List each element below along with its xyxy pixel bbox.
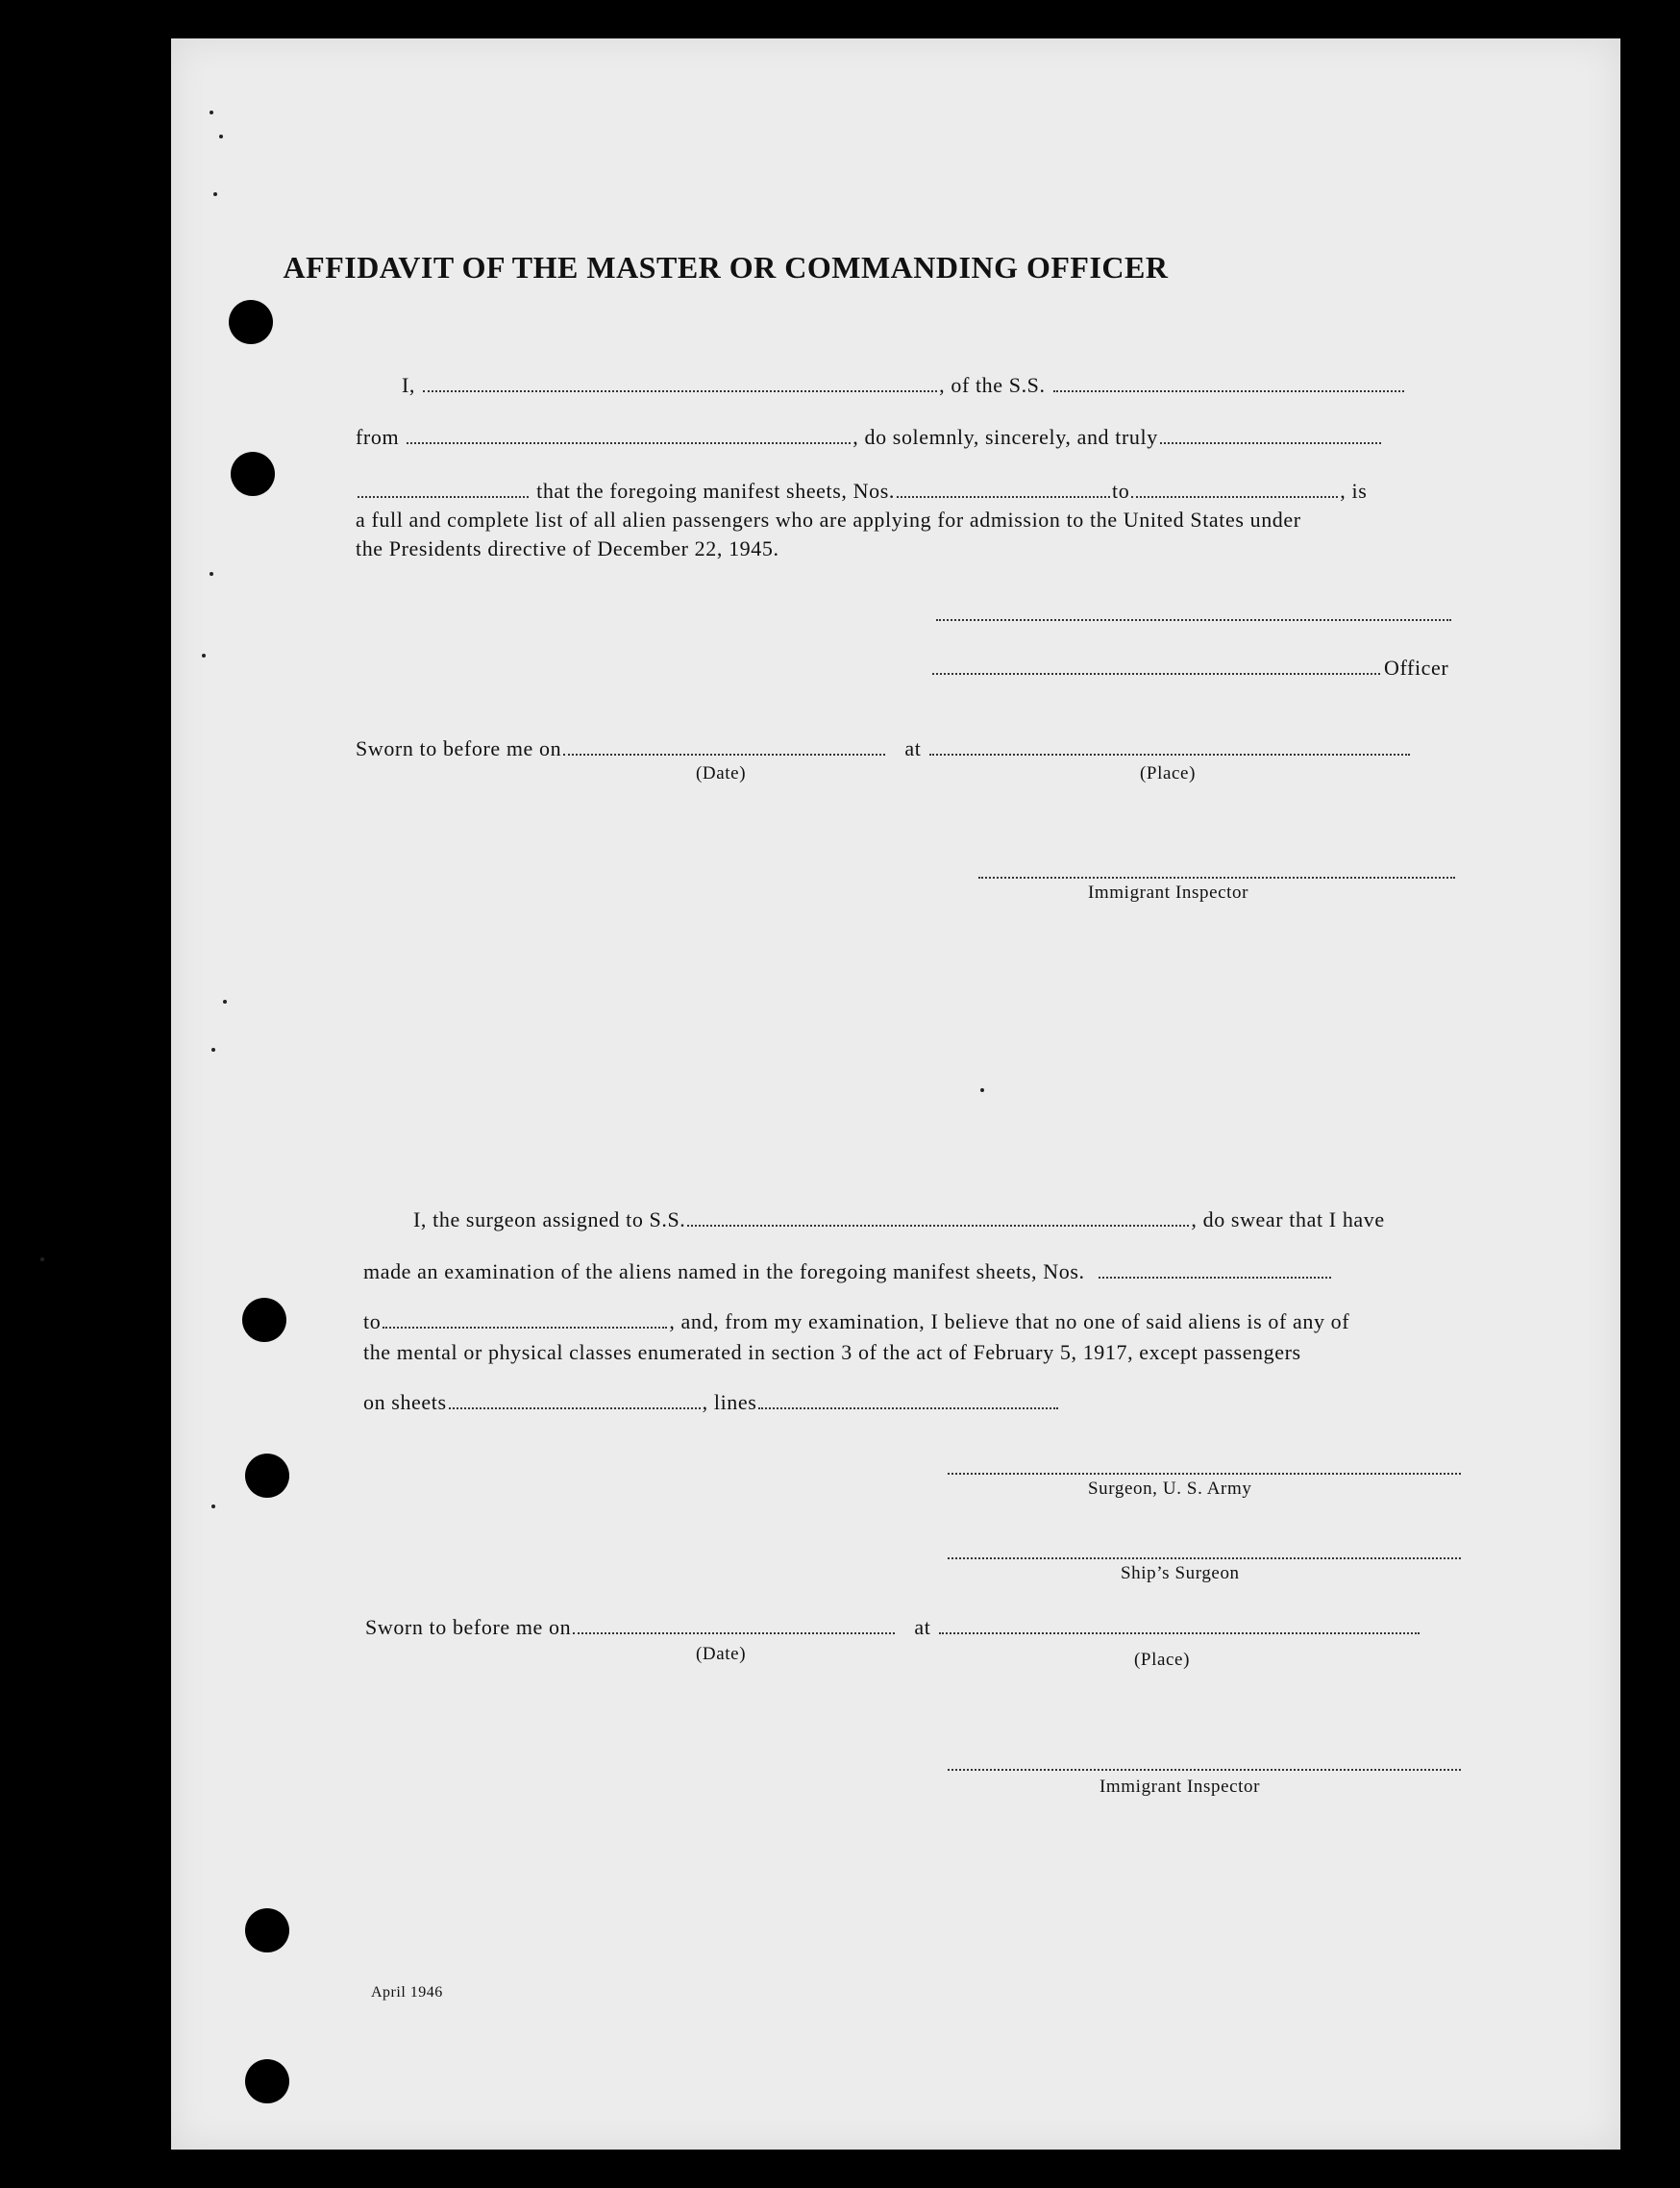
name-field[interactable] [423, 390, 937, 392]
sheets-to-field[interactable] [1131, 496, 1338, 498]
surgeon-sworn-line: Sworn to before me on at [365, 1615, 1421, 1640]
master-place-caption: (Place) [1140, 763, 1196, 783]
surgeon-inspector-signature-line[interactable] [948, 1769, 1461, 1771]
ship-surgeon-caption: Ship’s Surgeon [1121, 1563, 1240, 1583]
army-surgeon-caption: Surgeon, U. S. Army [1088, 1479, 1252, 1499]
ship-name-field[interactable] [1053, 390, 1404, 392]
master-line-5: the Presidents directive of December 22, 1945. [356, 536, 779, 560]
surgeon-line-1: I, the surgeon assigned to S.S. , do swear that I have [413, 1207, 1385, 1231]
officer-signature-line-1[interactable] [936, 619, 1451, 621]
master-sworn-place-field[interactable] [929, 754, 1410, 756]
surgeon-line-4: the mental or physical classes enumerated in section 3 of the act of February 5, 1917, except passengers [363, 1340, 1301, 1364]
exception-lines-field[interactable] [758, 1407, 1058, 1409]
ship-surgeon-signature-line[interactable] [948, 1557, 1461, 1559]
master-inspector-signature-line[interactable] [978, 877, 1455, 879]
surgeon-line-3: to , and, from my examination, I believe that no one of said aliens is of any of [363, 1309, 1350, 1333]
form-date: April 1946 [371, 1984, 443, 2001]
surgeon-date-caption: (Date) [696, 1644, 747, 1664]
exception-sheets-field[interactable] [449, 1407, 701, 1409]
surgeon-sworn-date-field[interactable] [573, 1632, 895, 1634]
officer-signature-line-2[interactable] [932, 673, 1380, 675]
surgeon-sheets-to-field[interactable] [383, 1327, 667, 1329]
master-line-2: from , do solemnly, sincerely, and truly [356, 425, 1383, 450]
master-line-4: a full and complete list of all alien passengers who are applying for admission to the United States under [356, 508, 1301, 532]
surgeon-ship-field[interactable] [687, 1225, 1189, 1227]
binder-hole [245, 1908, 289, 1952]
form-title: AFFIDAVIT OF THE MASTER OR COMMANDING OFFICER [283, 250, 1169, 285]
army-surgeon-signature-line[interactable] [948, 1473, 1461, 1475]
master-inspector-caption: Immigrant Inspector [1088, 883, 1249, 903]
master-sworn-date-field[interactable] [563, 754, 885, 756]
binder-hole [229, 300, 273, 344]
binder-hole [245, 2059, 289, 2103]
surgeon-place-caption: (Place) [1134, 1650, 1190, 1670]
surgeon-sheets-from-field[interactable] [1099, 1277, 1331, 1279]
master-line-1: I, , of the S.S. [402, 373, 1406, 398]
surgeon-inspector-caption: Immigrant Inspector [1099, 1777, 1261, 1797]
officer-label: Officer [1384, 656, 1449, 680]
surgeon-line-2: made an examination of the aliens named in the foregoing manifest sheets, Nos. [363, 1259, 1333, 1284]
binder-hole [242, 1298, 286, 1342]
oath-verb-field[interactable] [1160, 442, 1381, 444]
master-sworn-line: Sworn to before me on at [356, 736, 1412, 761]
master-line-3: that the foregoing manifest sheets, Nos. to , is [356, 479, 1367, 504]
statement-field[interactable] [358, 496, 529, 498]
binder-hole [231, 452, 275, 496]
sheets-from-field[interactable] [897, 496, 1110, 498]
binder-hole [245, 1454, 289, 1498]
master-date-caption: (Date) [696, 763, 747, 783]
port-from-field[interactable] [407, 442, 851, 444]
surgeon-sworn-place-field[interactable] [939, 1632, 1420, 1634]
form-page [171, 38, 1620, 2150]
surgeon-line-5: on sheets , lines [363, 1390, 1060, 1415]
